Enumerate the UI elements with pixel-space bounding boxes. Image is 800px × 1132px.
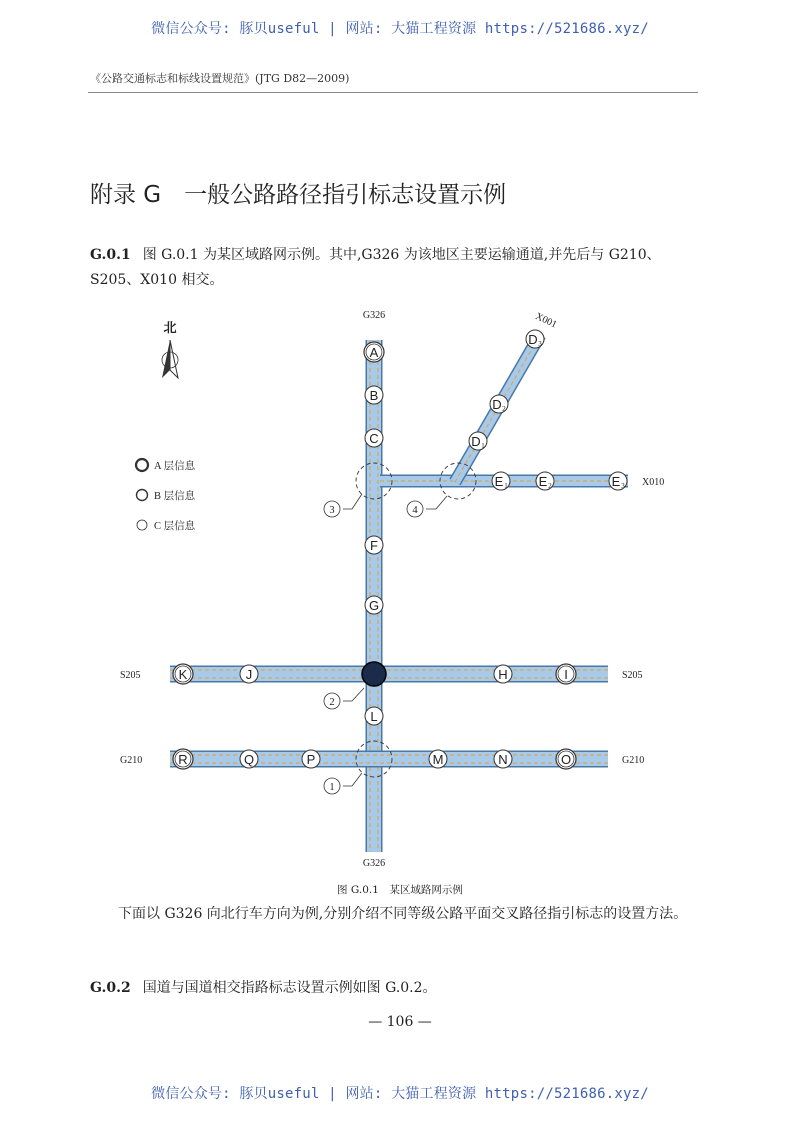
svg-text:D: D [528, 332, 538, 347]
label-g210-right: G210 [622, 755, 645, 766]
svg-text:C: C [369, 431, 379, 446]
callout-1 [324, 778, 340, 794]
page-number: — 106 — [368, 1014, 432, 1030]
svg-text:4: 4 [412, 505, 418, 516]
appendix-title: 附录 G 一般公路路径指引标志设置示例 [90, 182, 507, 208]
running-head: 《公路交通标志和标线设置规范》(JTG D82—2009) [90, 72, 350, 85]
svg-text:M: M [432, 752, 444, 767]
node-R [173, 749, 193, 769]
svg-text:C 层信息: C 层信息 [154, 521, 196, 532]
paragraph-g02 [90, 976, 700, 1001]
node-A [364, 342, 384, 362]
node-G [365, 596, 383, 614]
svg-text:J: J [245, 667, 253, 682]
node-H [494, 665, 512, 683]
svg-text:2: 2 [548, 482, 552, 490]
svg-text:A 层信息: A 层信息 [154, 461, 196, 472]
svg-text:D: D [471, 434, 481, 449]
node-C [365, 429, 383, 447]
node-M [429, 750, 447, 768]
svg-text:1: 1 [481, 442, 485, 450]
node-L [365, 707, 383, 725]
svg-text:D: D [492, 397, 502, 412]
svg-text:P: P [306, 752, 316, 767]
watermark-bottom: 微信公众号: 豚贝useful | 网站: 大猫工程资源 https://521686.xyz/ [151, 1086, 649, 1102]
svg-text:I: I [564, 667, 568, 682]
legend-item-b [137, 489, 196, 502]
callout-4 [407, 501, 423, 517]
node-D2 [490, 395, 508, 413]
intersection-2-marker [362, 662, 386, 686]
north-arrow-icon [162, 321, 178, 378]
label-s205-right: S205 [622, 670, 643, 681]
svg-text:1: 1 [504, 482, 508, 490]
watermark-top: 微信公众号: 豚贝useful | 网站: 大猫工程资源 https://521686.xyz/ [151, 21, 649, 37]
node-Q [240, 750, 258, 768]
svg-text:1: 1 [329, 782, 335, 793]
clause-text: 图 G.0.1 为某区域路网示例。其中,G326 为该地区主要运输通道,并先后与 G210、S205、X010 相交。 [90, 247, 661, 288]
svg-text:H: H [498, 667, 508, 682]
callout-3 [324, 501, 340, 517]
svg-text:F: F [370, 538, 378, 553]
svg-text:3: 3 [329, 505, 335, 516]
road-s205 [170, 670, 608, 678]
svg-text:K: K [178, 667, 188, 682]
label-g326-top: G326 [362, 310, 386, 321]
node-E2 [536, 472, 554, 490]
svg-text:2: 2 [329, 697, 335, 708]
node-D1 [469, 432, 487, 450]
svg-text:R: R [178, 752, 188, 767]
legend-item-a [136, 459, 196, 472]
label-x001: X001 [533, 311, 559, 331]
paragraph-g01 [90, 243, 700, 293]
road-g210 [170, 755, 608, 763]
svg-text:O: O [560, 752, 572, 767]
header-rule [88, 92, 698, 93]
label-g326-bottom: G326 [362, 858, 386, 869]
legend [136, 459, 196, 532]
label-x010: X010 [642, 477, 665, 488]
clause-number: G.0.1 [90, 247, 131, 263]
node-K [173, 664, 193, 684]
svg-text:L: L [370, 709, 378, 724]
node-F [365, 536, 383, 554]
svg-text:2: 2 [502, 405, 506, 413]
node-D3 [526, 330, 544, 348]
figure-caption: 图 G.0.1 某区域路网示例 [337, 884, 463, 896]
svg-text:B 层信息: B 层信息 [154, 491, 196, 502]
legend-item-c [137, 519, 196, 532]
clause-text: 国道与国道相交指路标志设置示例如图 G.0.2。 [142, 980, 437, 996]
svg-text:G: G [368, 598, 380, 613]
node-B [365, 386, 383, 404]
label-s205-left: S205 [120, 670, 141, 681]
road-network-figure [0, 300, 800, 880]
clause-number: G.0.2 [90, 980, 131, 996]
node-N [494, 750, 512, 768]
node-E3 [609, 472, 627, 490]
svg-text:3: 3 [621, 482, 625, 490]
svg-text:E: E [538, 474, 548, 489]
svg-text:B: B [369, 388, 379, 403]
svg-text:E: E [611, 474, 621, 489]
node-I [556, 664, 576, 684]
node-P [302, 750, 320, 768]
svg-text:E: E [494, 474, 504, 489]
node-O [556, 749, 576, 769]
paragraph-intro: 下面以 G326 向北行车方向为例,分别介绍不同等级公路平面交叉路径指引标志的设置方法。 [118, 906, 688, 922]
svg-text:3: 3 [538, 340, 542, 348]
node-J [240, 665, 258, 683]
svg-text:Q: Q [243, 752, 255, 767]
node-E1 [492, 472, 510, 490]
svg-text:A: A [369, 345, 379, 360]
svg-text:N: N [498, 752, 508, 767]
svg-text:北: 北 [163, 321, 177, 336]
callout-2 [324, 693, 340, 709]
label-g210-left: G210 [120, 755, 143, 766]
